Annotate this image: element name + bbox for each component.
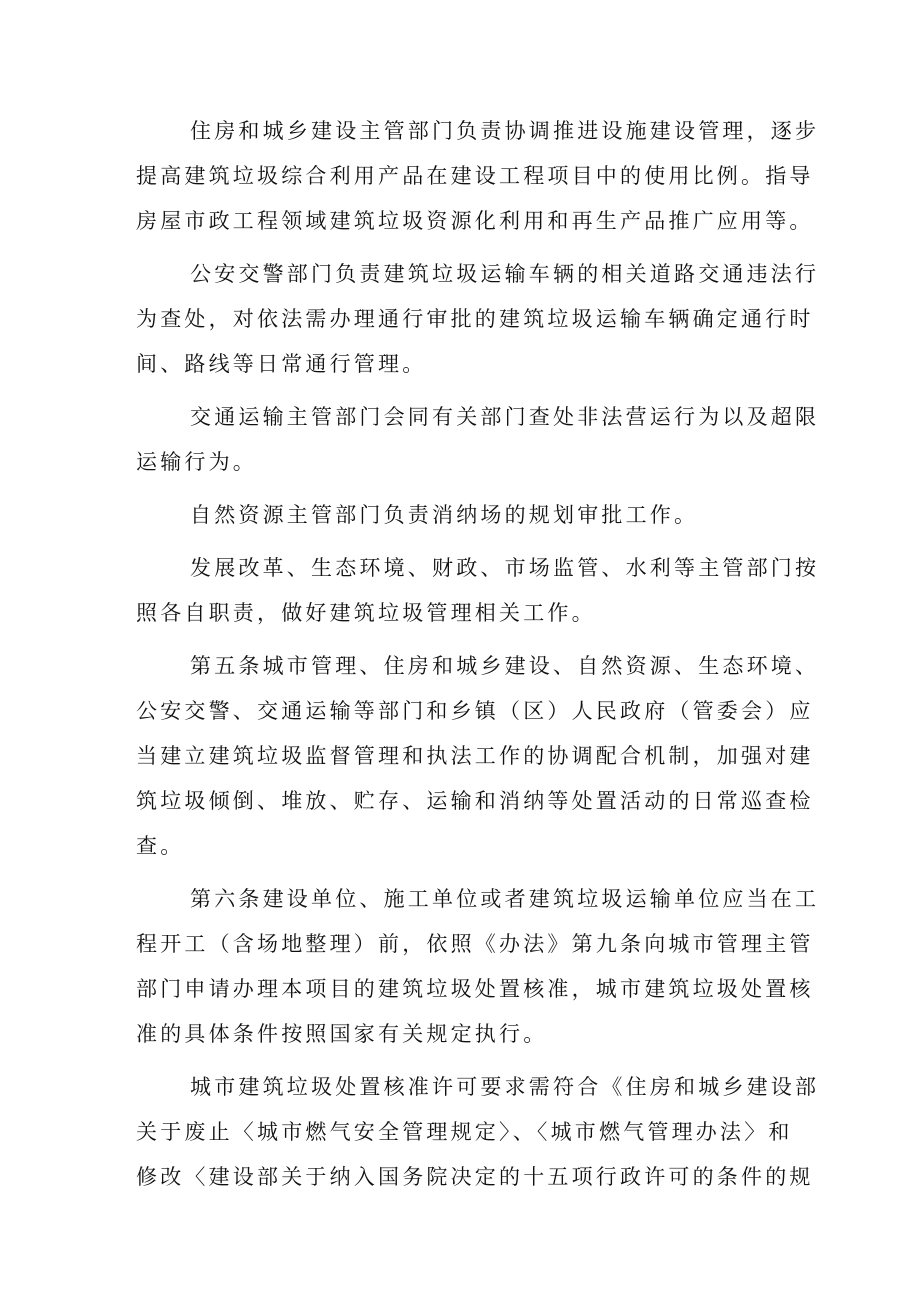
paragraph-article-6 — [136, 877, 820, 1057]
text-line: 查。 — [136, 834, 185, 858]
paragraph-article-5 — [136, 644, 820, 869]
text-line: 提高建筑垃圾综合利用产品在建设工程项目中的使用比例。指导 — [136, 164, 814, 188]
text-line: 程开工（含场地整理）前，依照《办法》第九条向城市管理主管 — [136, 932, 814, 956]
paragraph-transport-dept — [136, 395, 820, 485]
paragraph-other-depts — [136, 546, 820, 636]
text-line: 第五条城市管理、住房和城乡建设、自然资源、生态环境、 — [190, 654, 820, 678]
paragraph-permit-requirements — [136, 1065, 820, 1200]
text-line: 公安交警、交通运输等部门和乡镇（区）人民政府（管委会）应 — [136, 699, 814, 723]
paragraph-natural-resources — [136, 493, 790, 538]
text-line: 部门申请办理本项目的建筑垃圾处置核准，城市建筑垃圾处置核 — [136, 977, 814, 1001]
text-line: 城市建筑垃圾处置核准许可要求需符合《住房和城乡建设部 — [190, 1075, 820, 1099]
text-line: 房屋市政工程领域建筑垃圾资源化利用和再生产品推广应用等。 — [136, 209, 814, 233]
text-line: 准的具体条件按照国家有关规定执行。 — [136, 1022, 548, 1046]
text-line: 第六条建设单位、施工单位或者建筑垃圾运输单位应当在工 — [190, 887, 820, 911]
text-line: 公安交警部门负责建筑垃圾运输车辆的相关道路交通违法行 — [190, 262, 820, 286]
text-line: 自然资源主管部门负责消纳场的规划审批工作。 — [190, 503, 699, 527]
text-line: 交通运输主管部门会同有关部门查处非法营运行为以及超限 — [190, 405, 820, 429]
document-body — [136, 109, 820, 1208]
paragraph-housing-dept — [136, 109, 820, 244]
text-line: 为查处，对依法需办理通行审批的建筑垃圾运输车辆确定通行时 — [136, 307, 814, 331]
text-line: 照各自职责，做好建筑垃圾管理相关工作。 — [136, 601, 596, 625]
text-line: 筑垃圾倾倒、堆放、贮存、运输和消纳等处置活动的日常巡查检 — [136, 789, 814, 813]
text-line: 住房和城乡建设主管部门负责协调推进设施建设管理，逐步 — [190, 119, 820, 143]
paragraph-traffic-police — [136, 252, 820, 387]
text-line: 关于废止〈城市燃气安全管理规定〉、〈城市燃气管理办法〉和 — [136, 1120, 793, 1144]
text-line: 间、路线等日常通行管理。 — [136, 352, 427, 376]
text-line: 运输行为。 — [136, 450, 257, 474]
text-line: 修改〈建设部关于纳入国务院决定的十五项行政许可的条件的规 — [136, 1165, 814, 1189]
text-line: 发展改革、生态环境、财政、市场监管、水利等主管部门按 — [190, 556, 820, 580]
text-line: 当建立建筑垃圾监督管理和执法工作的协调配合机制，加强对建 — [136, 744, 814, 768]
